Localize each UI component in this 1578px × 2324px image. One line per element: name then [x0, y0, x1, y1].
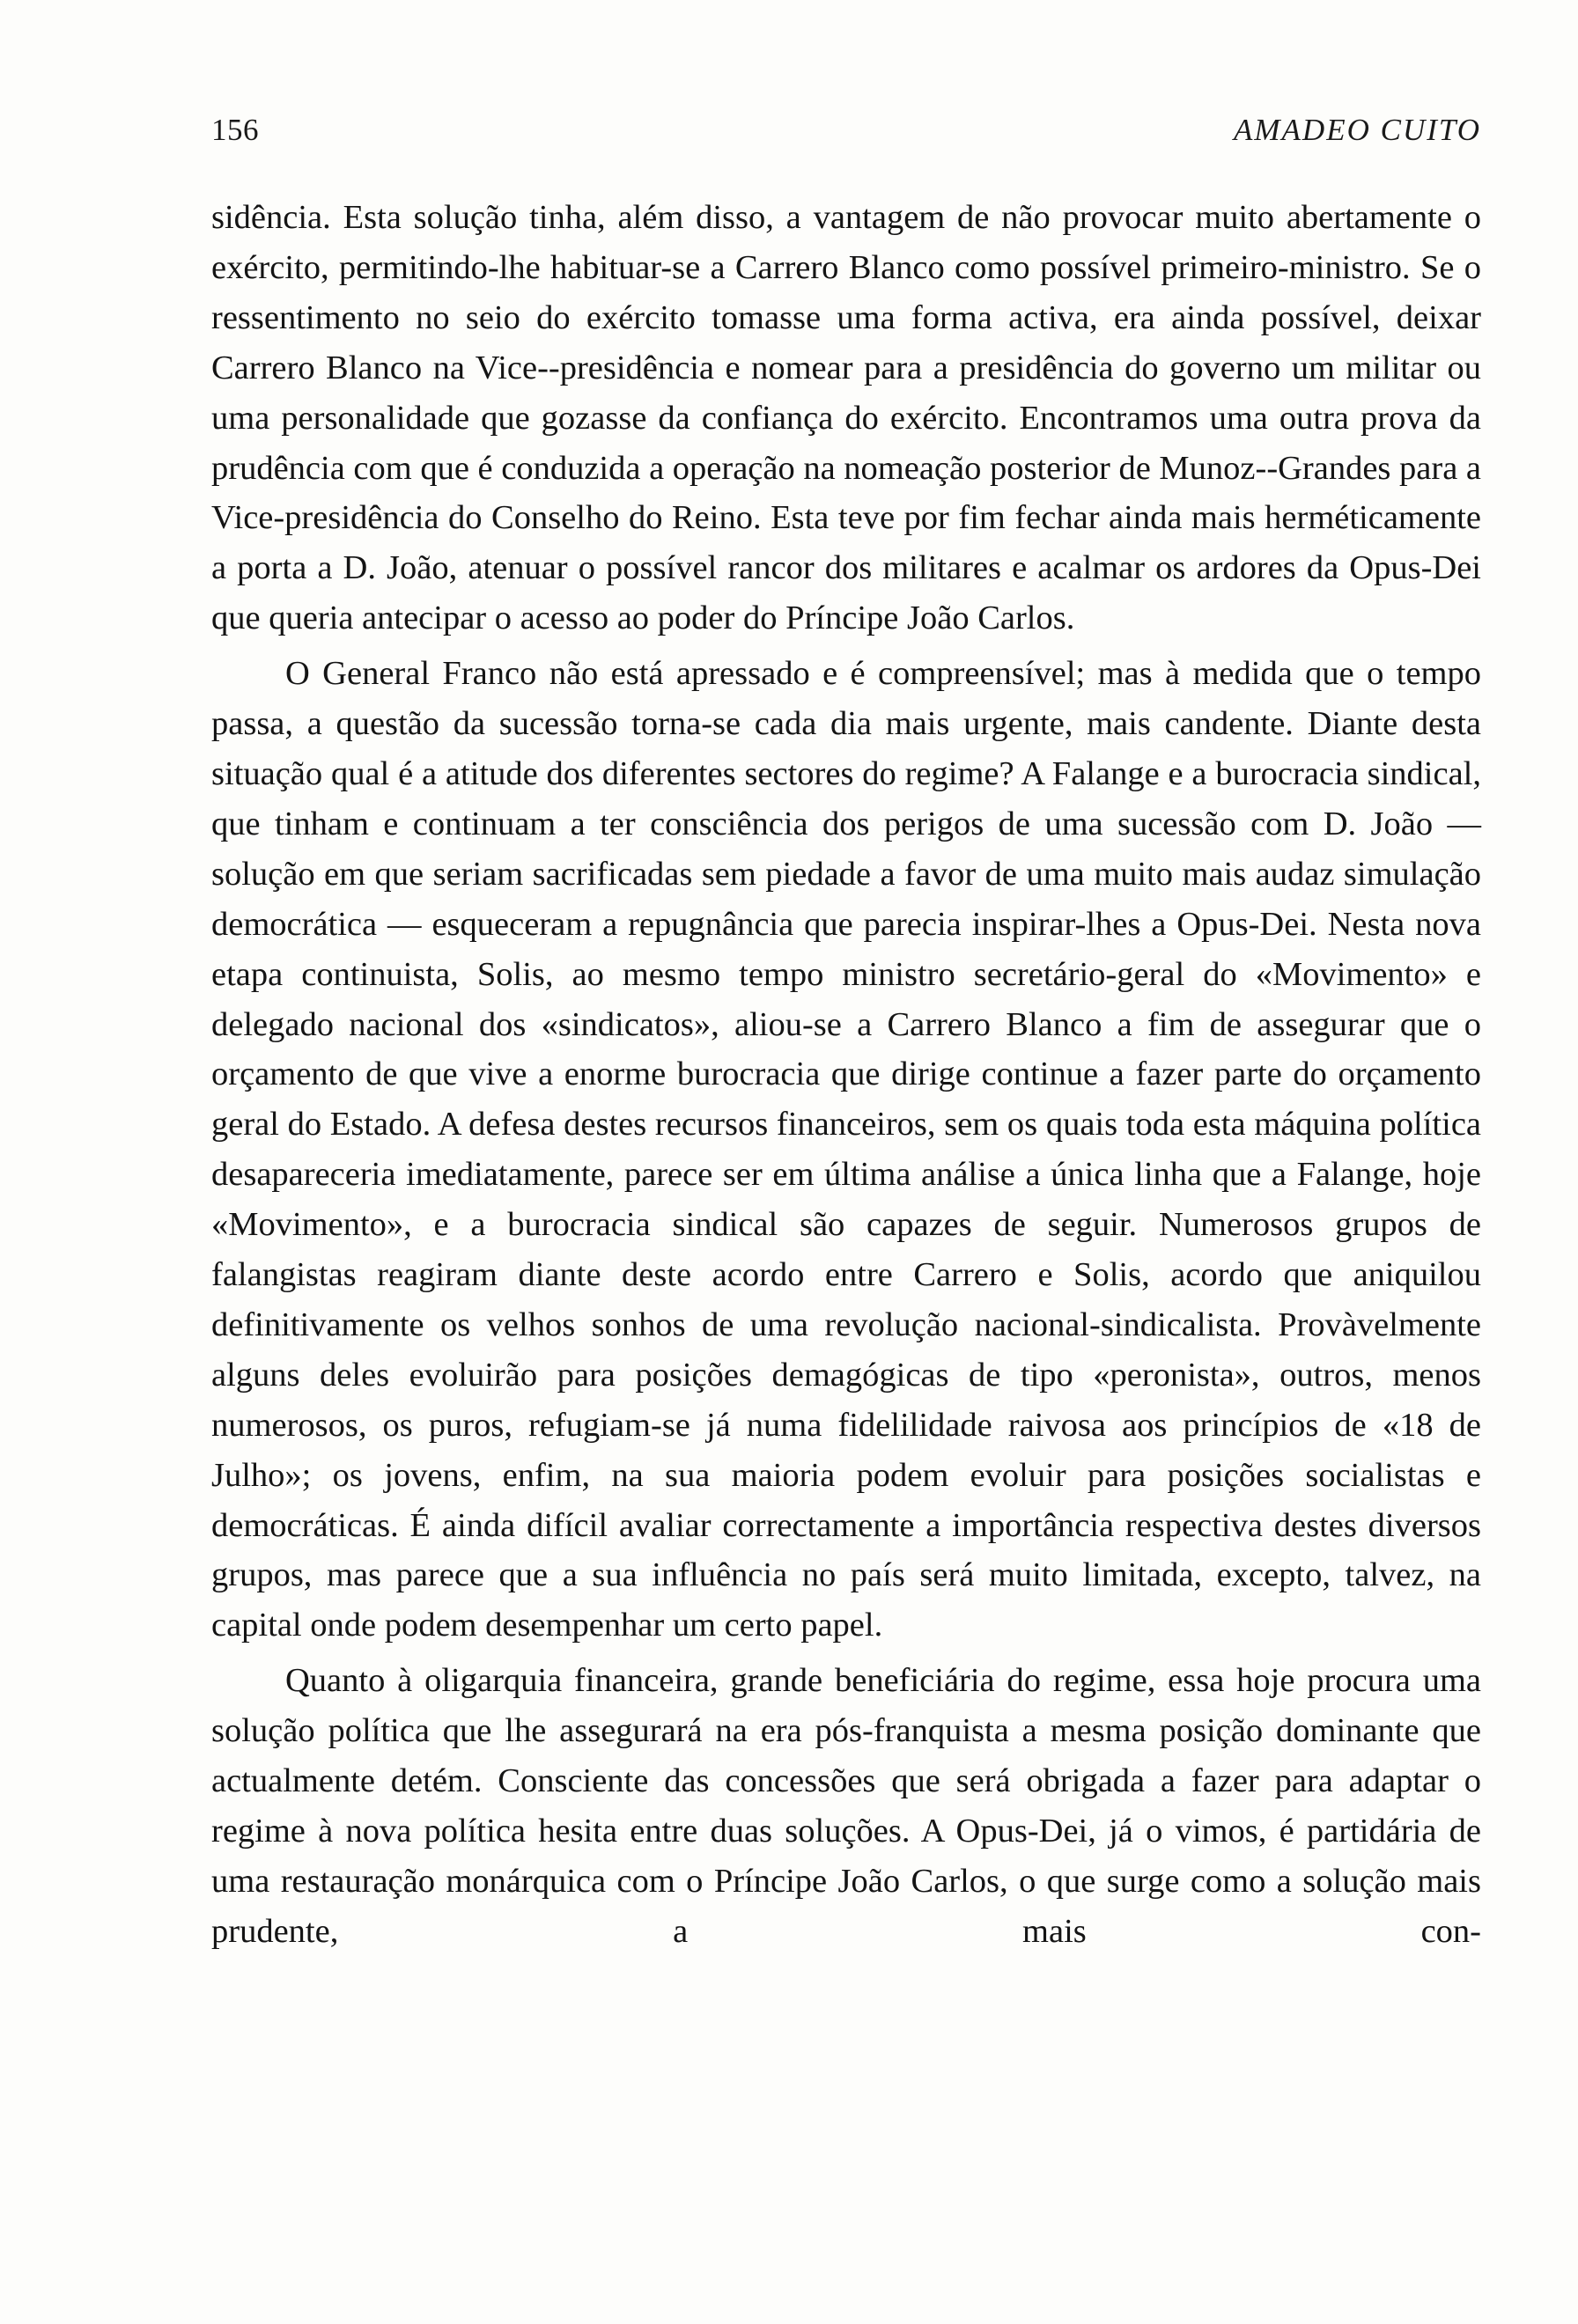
running-header	[211, 113, 1481, 157]
page-number: 156	[211, 113, 259, 147]
running-title: AMADEO CUITO	[1234, 113, 1481, 147]
body-text	[211, 193, 1481, 1957]
paragraph-3: Quanto à oligarquia financeira, grande beneficiária do regime, essa hoje procura uma solução política que lhe assegurará na era pós-franquista a mesma posição dominante que actualmente detém. Consciente das concessões que será obrigada a fazer para adaptar o regime à nova política hesita entre duas soluções. A Opus-Dei, já o vimos, é partidária de uma restauração monárquica com o Príncipe João Carlos, o que surge como a solução mais prudente, a mais con-	[211, 1662, 1481, 1950]
paragraph-2: O General Franco não está apressado e é compreensível; mas à medida que o tempo passa, a questão da sucessão torna-se cada dia mais urgente, mais candente. Diante desta situação qual é a atitude dos diferentes sectores do regime? A Falange e a burocracia sindical, que tinham e continuam a ter consciência dos perigos de uma sucessão com D. João — solução em que seriam sacrificadas sem piedade a favor de uma muito mais audaz simulação democrática — esqueceram a repugnância que parecia inspirar-lhes a Opus-Dei. Nesta nova etapa continuista, Solis, ao mesmo tempo ministro secretário-geral do «Movimento» e delegado nacional dos «sindicatos», aliou-se a Carrero Blanco a fim de assegurar que o orçamento de que vive a enorme burocracia que dirige continue a fazer parte do orçamento geral do Estado. A defesa destes recursos financeiros, sem os quais toda esta máquina política desapareceria imediatamente, parece ser em última análise a única linha que a Falange, hoje «Movimento», e a burocracia sindical são capazes de seguir. Numerosos grupos de falangistas reagiram diante deste acordo entre Carrero e Solis, acordo que aniquilou definitivamente os velhos sonhos de uma revolução nacional-sindicalista. Provàvelmente alguns deles evoluirão para posições demagógicas de tipo «peronista», outros, menos numerosos, os puros, refugiam-se já numa fidelilidade raivosa aos princípios de «18 de Julho»; os jovens, enfim, na sua maioria podem evoluir para posições socialistas e democráticas. É ainda difícil avaliar correctamente a importância respectiva destes diversos grupos, mas parece que a sua influência no país será muito limitada, excepto, talvez, na capital onde podem desempenhar um certo papel.	[211, 655, 1481, 1644]
paragraph-1: sidência. Esta solução tinha, além disso, a vantagem de não provocar muito abertamente o exército, permitindo-lhe habituar-se a Carrero Blanco como possível primeiro-ministro. Se o ressentimento no seio do exército tomasse uma forma activa, era ainda possível, deixar Carrero Blanco na Vice--presidência e nomear para a presidência do governo um militar ou uma personalidade que gozasse da confiança do exército. Encontramos uma outra prova da prudência com que é conduzida a operação na nomeação posterior de Munoz--Grandes para a Vice-presidência do Conselho do Reino. Esta teve por fim fechar ainda mais herméticamente a porta a D. João, atenuar o possível rancor dos militares e acalmar os ardores da Opus-Dei que queria antecipar o acesso ao poder do Príncipe João Carlos.	[211, 199, 1482, 637]
